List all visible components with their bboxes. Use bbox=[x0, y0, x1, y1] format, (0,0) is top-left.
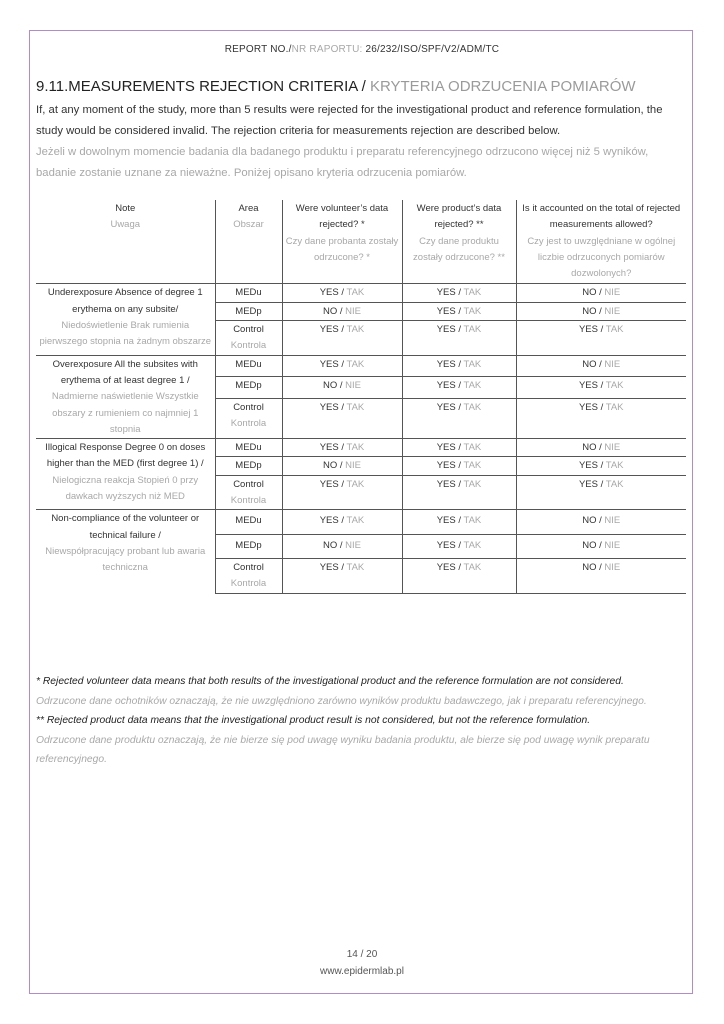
volunteer-cell: NO / NIE bbox=[282, 302, 402, 320]
rejection-criteria-table bbox=[36, 200, 686, 594]
area-cell: MEDp bbox=[215, 534, 282, 558]
area-cell: Control Kontrola bbox=[215, 558, 282, 593]
note-non-compliance: Non-compliance of the volunteer or technical failure / Niewspółpracujący probant lub awaria techniczna bbox=[36, 510, 215, 593]
intro-paragraph-pl: Jeżeli w dowolnym momencie badania dla badanego produktu i preparatu referencyjnego odrzucono więcej niż 5 wyników, badanie zostanie uznane za nieważne. Poniżej opisano kryteria odrzucenia pomiarów. bbox=[36, 146, 649, 179]
volunteer-cell: YES / TAK bbox=[282, 398, 402, 439]
accounted-cell: NO / NIE bbox=[516, 355, 686, 376]
header-note: Note Uwaga bbox=[110, 203, 141, 231]
header-product-rejected: Were product’s data rejected? ** Czy dane produktu zostały odrzucone? ** bbox=[413, 203, 505, 263]
section-title-en: 9.11.MEASUREMENTS REJECTION CRITERIA / bbox=[36, 78, 366, 95]
area-cell: Control Kontrola bbox=[215, 475, 282, 510]
volunteer-cell: YES / TAK bbox=[282, 475, 402, 510]
area-cell: MEDp bbox=[215, 377, 282, 398]
section-title-pl: KRYTERIA ODRZUCENIA POMIARÓW bbox=[365, 78, 636, 95]
note-underexposure: Underexposure Absence of degree 1 erythema on any subsite/ Niedoświetlenie Brak rumienia pierwszego stopnia na żadnym obszarze bbox=[36, 284, 215, 355]
area-cell: MEDu bbox=[215, 510, 282, 534]
volunteer-cell: YES / TAK bbox=[282, 284, 402, 302]
header-area: Area Obszar bbox=[215, 200, 282, 284]
product-cell: YES / TAK bbox=[402, 398, 516, 439]
product-cell: YES / TAK bbox=[402, 439, 516, 457]
accounted-cell: YES / TAK bbox=[516, 321, 686, 356]
area-cell: Control Kontrola bbox=[215, 398, 282, 439]
product-cell: YES / TAK bbox=[402, 321, 516, 356]
header-volunteer-rejected: Were volunteer’s data rejected? * Czy dane probanta zostały odrzucone? * bbox=[282, 200, 402, 284]
volunteer-cell: YES / TAK bbox=[282, 510, 402, 534]
product-cell: YES / TAK bbox=[402, 558, 516, 593]
product-cell: YES / TAK bbox=[402, 355, 516, 376]
area-cell: MEDp bbox=[215, 302, 282, 320]
volunteer-cell: YES / TAK bbox=[282, 558, 402, 593]
area-cell: MEDu bbox=[215, 439, 282, 457]
area-cell: MEDu bbox=[215, 284, 282, 302]
table-row bbox=[36, 284, 686, 302]
table-row bbox=[36, 510, 686, 534]
table-header-row bbox=[36, 200, 686, 284]
product-cell: YES / TAK bbox=[402, 534, 516, 558]
product-cell: YES / TAK bbox=[402, 510, 516, 534]
page-number: 14 / 20 bbox=[346, 949, 378, 960]
accounted-cell: NO / NIE bbox=[516, 510, 686, 534]
volunteer-cell: YES / TAK bbox=[282, 355, 402, 376]
footnote-product-pl: Odrzucone dane produktu oznaczają, że nie bierze się pod uwagę wyniku badania produktu, ale bierze się pod uwagę wynik preparatu referencyjnego. bbox=[36, 734, 650, 765]
table-row bbox=[36, 355, 686, 376]
website-footer: www.epidermlab.pl bbox=[320, 966, 404, 977]
note-illogical-response: Illogical Response Degree 0 on doses higher than the MED (first degree 1) / Nielogiczna reakcja Stopień 0 przy dawkach wyższych niż MED bbox=[36, 439, 215, 510]
product-cell: YES / TAK bbox=[402, 475, 516, 510]
product-cell: YES / TAK bbox=[402, 377, 516, 398]
header-accounted-total: Is it accounted on the total of rejected measurements allowed? Czy jest to uwzględniane w ogólnej liczbie odrzuconych pomiarów dozwolonych? bbox=[516, 200, 686, 284]
report-number: 26/232/ISO/SPF/V2/ADM/TC bbox=[362, 44, 500, 55]
accounted-cell: NO / NIE bbox=[516, 558, 686, 593]
product-cell: YES / TAK bbox=[402, 457, 516, 475]
report-label-pl: NR RAPORTU: bbox=[291, 44, 363, 55]
accounted-cell: NO / NIE bbox=[516, 439, 686, 457]
volunteer-cell: YES / TAK bbox=[282, 439, 402, 457]
product-cell: YES / TAK bbox=[402, 302, 516, 320]
volunteer-cell: YES / TAK bbox=[282, 321, 402, 356]
accounted-cell: YES / TAK bbox=[516, 457, 686, 475]
footnote-volunteer-en: * Rejected volunteer data means that both results of the investigational product and the reference formulation are not considered. bbox=[36, 676, 624, 687]
table-row bbox=[36, 439, 686, 457]
note-overexposure: Overexposure All the subsites with erythema of at least degree 1 / Nadmierne naświetlenie Wszystkie obszary z rumieniem co najmniej 1 stopnia bbox=[36, 355, 215, 438]
accounted-cell: YES / TAK bbox=[516, 377, 686, 398]
footnotes bbox=[36, 672, 686, 770]
volunteer-cell: NO / NIE bbox=[282, 377, 402, 398]
intro-paragraph-en: If, at any moment of the study, more than 5 results were rejected for the investigational product and reference formulation, the study would be considered invalid. The rejection criteria for measurements rejection are described below. bbox=[36, 104, 663, 137]
accounted-cell: YES / TAK bbox=[516, 475, 686, 510]
accounted-cell: YES / TAK bbox=[516, 398, 686, 439]
volunteer-cell: NO / NIE bbox=[282, 457, 402, 475]
footnote-product-en: ** Rejected product data means that the investigational product result is not considered, but not the reference formulation. bbox=[36, 715, 591, 726]
volunteer-cell: NO / NIE bbox=[282, 534, 402, 558]
section-title bbox=[36, 78, 636, 95]
footnote-volunteer-pl: Odrzucone dane ochotników oznaczają, że nie uwzględniono zarówno wyników produktu badawczego, jak i preparatu referencyjnego. bbox=[36, 695, 647, 707]
accounted-cell: NO / NIE bbox=[516, 534, 686, 558]
area-cell: MEDp bbox=[215, 457, 282, 475]
accounted-cell: NO / NIE bbox=[516, 302, 686, 320]
accounted-cell: NO / NIE bbox=[516, 284, 686, 302]
product-cell: YES / TAK bbox=[402, 284, 516, 302]
area-cell: MEDu bbox=[215, 355, 282, 376]
report-number-header bbox=[0, 44, 724, 55]
report-label-en: REPORT NO./ bbox=[224, 44, 292, 55]
area-cell: Control Kontrola bbox=[215, 321, 282, 356]
